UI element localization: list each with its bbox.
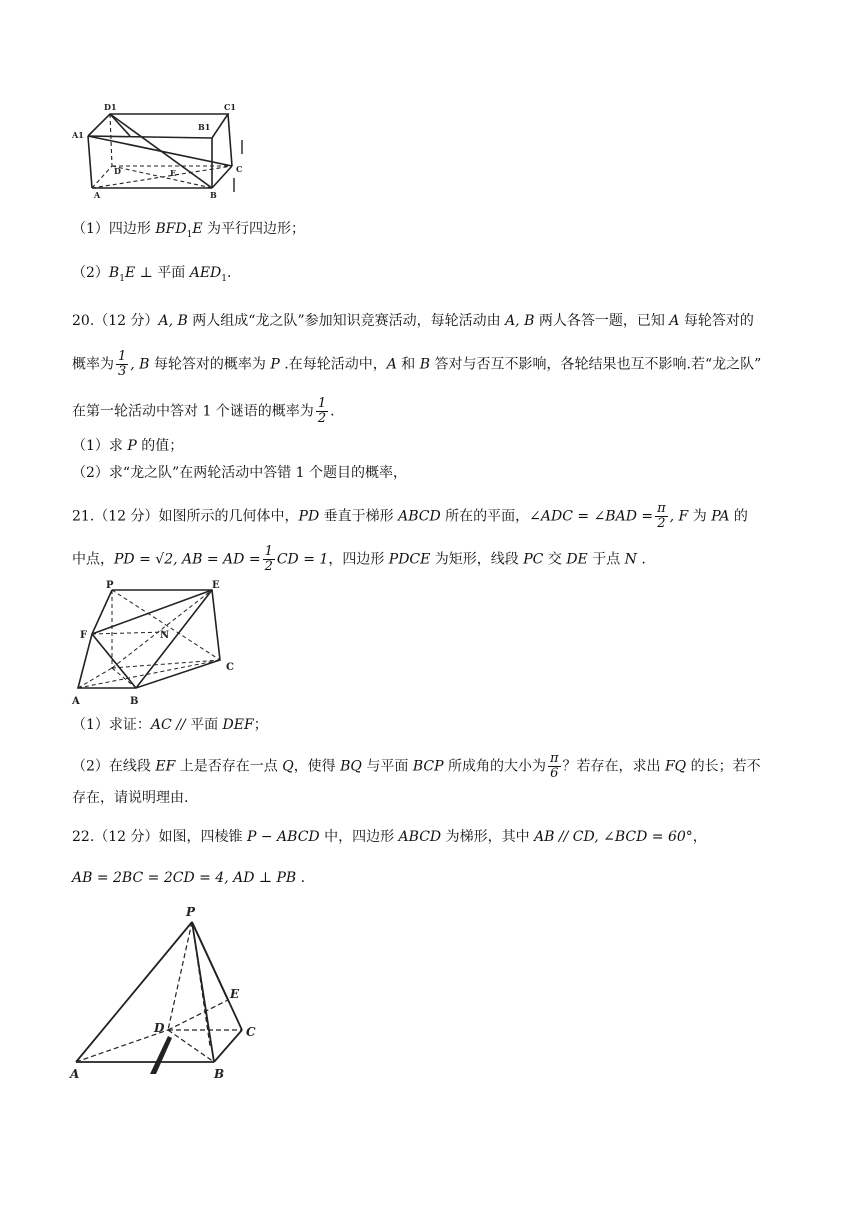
fig19-label-a: A [94,190,101,200]
fig21-label-b: B [130,696,139,707]
fig19-label-b: B [210,190,217,200]
fig19-label-a1: A1 [72,130,84,140]
fig22-label-a: A [70,1067,80,1080]
fraction-one-half: $\frac{1}{2}$ [317,396,327,426]
figure-22-pyramid [64,900,274,1080]
fig19-label-b1: B1 [198,122,211,132]
fig21-label-c: C [226,662,234,673]
fig22-label-e: E [230,987,240,1001]
q22-line2: AB = 2BC = 2CD = 4, AD ⊥ PB . [72,870,306,886]
q21-line2: 中点，PD = √2, AB = AD = $\frac{1}{2}$ CD = 1，四边形 PDCE 为矩形，线段 PC 交 DE 于点 N . [72,544,646,574]
q20-line1: 20.（12 分）A, B 两人组成“龙之队”参加知识竞赛活动，每轮活动由 A, B 两人各答一题，已知 A 每轮答对的 [72,313,754,329]
fig19-label-d: D [114,166,121,176]
fig21-label-n: N [160,630,170,641]
q20-part2: （2）求“龙之队”在两轮活动中答错 1 个题目的概率， [72,465,408,481]
fraction-one-third: $\frac{1}{3}$ [118,349,127,379]
fig22-label-p: P [186,905,196,919]
figure-21-solid [66,580,246,708]
q21-line1: 21.（12 分）如图所示的几何体中，PD 垂直于梯形 ABCD 所在的平面，∠ADC = ∠BAD = $\frac{\pi}{2}$ , F 为 PA 的 [72,501,748,531]
q21-part2-cont: 存在，请说明理由. [72,790,189,806]
q19-part2: $(2)B_1E$ ⊥ 平面 $AED_1$. [72,265,232,284]
fraction-pi-over-6: $\frac{\pi}{6}$ [549,751,559,781]
q20-part1: （1）求 P 的值； [72,438,184,454]
figure-19-prism [70,100,260,200]
q22-line1: 22.（12 分）如图，四棱锥 P − ABCD 中，四边形 ABCD 为梯形，其中 AB // CD, ∠BCD = 60°， [72,829,707,845]
fig19-label-c1: C1 [224,102,236,112]
q19-part1: （1）四边形 $BFD_1E$ 为平行四边形； [72,221,306,240]
q20-line2: 概率为 $\frac{1}{3}$ , B 每轮答对的概率为 P .在每轮活动中，A 和 B 答对与否互不影响，各轮结果也互不影响.若“龙之队” [72,349,762,379]
q21-part1: （1）求证：AC // 平面 DEF； [72,717,268,733]
q21-part2: （2）在线段 EF 上是否存在一点 Q，使得 BQ 与平面 BCP 所成角的大小为 $\frac{\pi}{6}$ ？若存在，求出 FQ 的长；若不 [72,751,761,781]
q20-line3: 在第一轮活动中答对 1 个谜语的概率为 $\frac{1}{2}$ . [72,396,335,426]
fig19-label-d1: D1 [104,102,117,112]
fig22-label-b: B [214,1067,225,1080]
fig19-label-c: C [236,164,243,174]
fig21-label-f: F [80,630,88,641]
fig22-label-d: D [154,1021,165,1035]
fig21-label-e: E [212,580,220,591]
fig19-label-e: E [170,168,177,178]
fig22-label-c: C [246,1025,256,1039]
fraction-pi-over-2: $\frac{\pi}{2}$ [657,501,666,531]
fig21-label-p: P [106,580,114,591]
fraction-one-half: $\frac{1}{2}$ [264,544,273,574]
fig21-label-a: A [72,696,80,707]
